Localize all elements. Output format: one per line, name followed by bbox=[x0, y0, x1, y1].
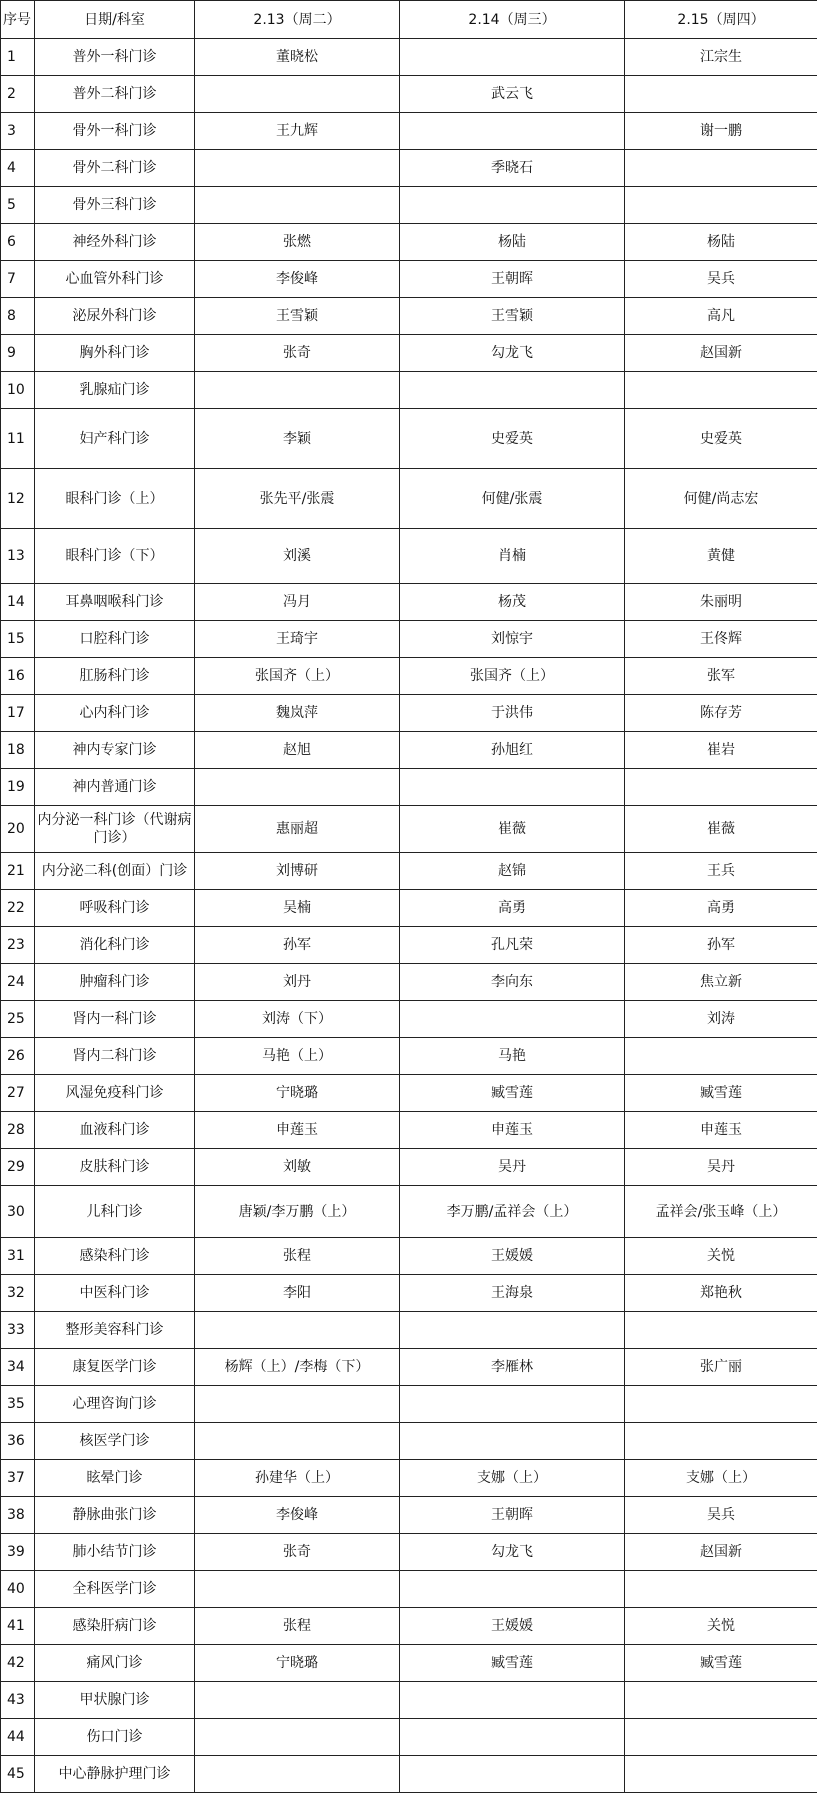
cell-day-3: 申莲玉 bbox=[625, 1112, 817, 1149]
cell-day-2: 吴丹 bbox=[400, 1149, 625, 1186]
table-row bbox=[1, 261, 817, 298]
cell-dept: 心血管外科门诊 bbox=[35, 261, 195, 298]
cell-day-2 bbox=[400, 1386, 625, 1423]
cell-day-2: 勾龙飞 bbox=[400, 335, 625, 372]
cell-seq: 27 bbox=[1, 1075, 35, 1112]
cell-day-1: 刘敏 bbox=[195, 1149, 400, 1186]
cell-seq: 10 bbox=[1, 372, 35, 409]
table-row bbox=[1, 1075, 817, 1112]
cell-day-2 bbox=[400, 113, 625, 150]
cell-dept: 甲状腺门诊 bbox=[35, 1682, 195, 1719]
cell-day-2: 李雁林 bbox=[400, 1349, 625, 1386]
cell-seq: 43 bbox=[1, 1682, 35, 1719]
cell-day-3: 张军 bbox=[625, 658, 817, 695]
cell-day-2 bbox=[400, 39, 625, 76]
table-row bbox=[1, 1186, 817, 1238]
cell-seq: 25 bbox=[1, 1001, 35, 1038]
cell-day-3 bbox=[625, 769, 817, 806]
table-row bbox=[1, 1608, 817, 1645]
cell-day-2: 王朝晖 bbox=[400, 261, 625, 298]
cell-day-1: 刘涛（下） bbox=[195, 1001, 400, 1038]
cell-day-2 bbox=[400, 187, 625, 224]
table-row bbox=[1, 806, 817, 853]
cell-day-3 bbox=[625, 1682, 817, 1719]
cell-dept: 神内专家门诊 bbox=[35, 732, 195, 769]
cell-seq: 6 bbox=[1, 224, 35, 261]
cell-day-3: 吴兵 bbox=[625, 261, 817, 298]
cell-dept: 康复医学门诊 bbox=[35, 1349, 195, 1386]
cell-day-1: 唐颖/李万鹏（上） bbox=[195, 1186, 400, 1238]
cell-day-1 bbox=[195, 150, 400, 187]
cell-day-3: 崔岩 bbox=[625, 732, 817, 769]
cell-day-2: 支娜（上） bbox=[400, 1460, 625, 1497]
cell-day-3 bbox=[625, 76, 817, 113]
table-row bbox=[1, 658, 817, 695]
cell-dept: 呼吸科门诊 bbox=[35, 890, 195, 927]
cell-seq: 17 bbox=[1, 695, 35, 732]
cell-day-2: 王朝晖 bbox=[400, 1497, 625, 1534]
cell-day-1: 赵旭 bbox=[195, 732, 400, 769]
cell-day-1: 王琦宇 bbox=[195, 621, 400, 658]
cell-dept: 血液科门诊 bbox=[35, 1112, 195, 1149]
cell-day-3: 杨陆 bbox=[625, 224, 817, 261]
cell-day-2: 杨茂 bbox=[400, 584, 625, 621]
cell-seq: 34 bbox=[1, 1349, 35, 1386]
cell-day-3: 臧雪莲 bbox=[625, 1645, 817, 1682]
cell-seq: 28 bbox=[1, 1112, 35, 1149]
cell-dept: 口腔科门诊 bbox=[35, 621, 195, 658]
table-row bbox=[1, 1497, 817, 1534]
cell-day-3: 崔薇 bbox=[625, 806, 817, 853]
table-row bbox=[1, 1645, 817, 1682]
table-row bbox=[1, 927, 817, 964]
table-row bbox=[1, 964, 817, 1001]
cell-day-3: 赵国新 bbox=[625, 335, 817, 372]
cell-day-1: 申莲玉 bbox=[195, 1112, 400, 1149]
table-row bbox=[1, 1038, 817, 1075]
cell-day-1 bbox=[195, 1682, 400, 1719]
cell-day-3 bbox=[625, 1756, 817, 1793]
cell-day-1: 惠丽超 bbox=[195, 806, 400, 853]
cell-day-1 bbox=[195, 372, 400, 409]
table-row bbox=[1, 1386, 817, 1423]
cell-day-2: 王媛媛 bbox=[400, 1608, 625, 1645]
cell-day-2: 肖楠 bbox=[400, 529, 625, 584]
cell-day-2: 臧雪莲 bbox=[400, 1075, 625, 1112]
cell-day-2 bbox=[400, 1719, 625, 1756]
table-row bbox=[1, 1423, 817, 1460]
cell-day-1: 王九辉 bbox=[195, 113, 400, 150]
table-row bbox=[1, 1682, 817, 1719]
cell-dept: 泌尿外科门诊 bbox=[35, 298, 195, 335]
table-row bbox=[1, 890, 817, 927]
cell-seq: 22 bbox=[1, 890, 35, 927]
table-row bbox=[1, 1571, 817, 1608]
table-row bbox=[1, 732, 817, 769]
cell-day-2: 臧雪莲 bbox=[400, 1645, 625, 1682]
cell-day-1: 李俊峰 bbox=[195, 261, 400, 298]
cell-day-3: 吴兵 bbox=[625, 1497, 817, 1534]
cell-seq: 13 bbox=[1, 529, 35, 584]
cell-day-2: 张国齐（上） bbox=[400, 658, 625, 695]
table-row bbox=[1, 695, 817, 732]
cell-dept: 中心静脉护理门诊 bbox=[35, 1756, 195, 1793]
cell-day-1: 马艳（上） bbox=[195, 1038, 400, 1075]
cell-seq: 18 bbox=[1, 732, 35, 769]
cell-day-2: 武云飞 bbox=[400, 76, 625, 113]
table-row bbox=[1, 529, 817, 584]
cell-day-2: 赵锦 bbox=[400, 853, 625, 890]
cell-seq: 40 bbox=[1, 1571, 35, 1608]
cell-seq: 42 bbox=[1, 1645, 35, 1682]
cell-day-1 bbox=[195, 1312, 400, 1349]
cell-dept: 痛风门诊 bbox=[35, 1645, 195, 1682]
header-day-1: 2.13（周二） bbox=[195, 1, 400, 39]
table-row bbox=[1, 621, 817, 658]
cell-dept: 内分泌一科门诊（代谢病门诊） bbox=[35, 806, 195, 853]
cell-day-1: 刘博研 bbox=[195, 853, 400, 890]
cell-seq: 41 bbox=[1, 1608, 35, 1645]
cell-seq: 4 bbox=[1, 150, 35, 187]
table-row bbox=[1, 1460, 817, 1497]
cell-seq: 30 bbox=[1, 1186, 35, 1238]
table-row bbox=[1, 1275, 817, 1312]
cell-dept: 风湿免疫科门诊 bbox=[35, 1075, 195, 1112]
cell-day-3 bbox=[625, 1312, 817, 1349]
cell-day-2 bbox=[400, 1571, 625, 1608]
cell-day-3: 何健/尚志宏 bbox=[625, 469, 817, 529]
cell-day-1 bbox=[195, 769, 400, 806]
cell-day-2 bbox=[400, 1423, 625, 1460]
cell-seq: 29 bbox=[1, 1149, 35, 1186]
cell-day-2: 勾龙飞 bbox=[400, 1534, 625, 1571]
cell-dept: 儿科门诊 bbox=[35, 1186, 195, 1238]
cell-dept: 骨外三科门诊 bbox=[35, 187, 195, 224]
cell-dept: 肾内二科门诊 bbox=[35, 1038, 195, 1075]
table-row bbox=[1, 1719, 817, 1756]
cell-dept: 全科医学门诊 bbox=[35, 1571, 195, 1608]
cell-seq: 37 bbox=[1, 1460, 35, 1497]
cell-dept: 妇产科门诊 bbox=[35, 409, 195, 469]
cell-day-3: 臧雪莲 bbox=[625, 1075, 817, 1112]
cell-day-1: 张奇 bbox=[195, 1534, 400, 1571]
header-seq: 序号 bbox=[1, 1, 35, 39]
cell-seq: 36 bbox=[1, 1423, 35, 1460]
cell-day-1 bbox=[195, 1719, 400, 1756]
cell-dept: 肿瘤科门诊 bbox=[35, 964, 195, 1001]
cell-day-2: 李向东 bbox=[400, 964, 625, 1001]
cell-dept: 耳鼻咽喉科门诊 bbox=[35, 584, 195, 621]
cell-day-1: 冯月 bbox=[195, 584, 400, 621]
cell-day-1: 李阳 bbox=[195, 1275, 400, 1312]
cell-dept: 普外一科门诊 bbox=[35, 39, 195, 76]
cell-day-1: 李颖 bbox=[195, 409, 400, 469]
cell-day-2: 李万鹏/孟祥会（上） bbox=[400, 1186, 625, 1238]
cell-day-1: 张程 bbox=[195, 1238, 400, 1275]
cell-day-2: 王雪颖 bbox=[400, 298, 625, 335]
cell-day-2: 高勇 bbox=[400, 890, 625, 927]
cell-seq: 7 bbox=[1, 261, 35, 298]
cell-day-3: 王佟辉 bbox=[625, 621, 817, 658]
cell-day-1 bbox=[195, 1423, 400, 1460]
cell-seq: 31 bbox=[1, 1238, 35, 1275]
cell-seq: 3 bbox=[1, 113, 35, 150]
cell-day-3 bbox=[625, 1719, 817, 1756]
cell-day-3: 谢一鹏 bbox=[625, 113, 817, 150]
table-row bbox=[1, 224, 817, 261]
cell-day-3: 黄健 bbox=[625, 529, 817, 584]
cell-seq: 12 bbox=[1, 469, 35, 529]
cell-seq: 45 bbox=[1, 1756, 35, 1793]
cell-dept: 核医学门诊 bbox=[35, 1423, 195, 1460]
cell-day-3: 高勇 bbox=[625, 890, 817, 927]
cell-day-3: 赵国新 bbox=[625, 1534, 817, 1571]
cell-day-2 bbox=[400, 1001, 625, 1038]
cell-day-1: 张先平/张震 bbox=[195, 469, 400, 529]
cell-seq: 16 bbox=[1, 658, 35, 695]
cell-dept: 肺小结节门诊 bbox=[35, 1534, 195, 1571]
cell-dept: 神内普通门诊 bbox=[35, 769, 195, 806]
cell-dept: 感染科门诊 bbox=[35, 1238, 195, 1275]
cell-dept: 普外二科门诊 bbox=[35, 76, 195, 113]
cell-day-3: 关悦 bbox=[625, 1238, 817, 1275]
cell-dept: 静脉曲张门诊 bbox=[35, 1497, 195, 1534]
cell-dept: 肛肠科门诊 bbox=[35, 658, 195, 695]
cell-dept: 肾内一科门诊 bbox=[35, 1001, 195, 1038]
cell-seq: 9 bbox=[1, 335, 35, 372]
cell-day-3: 吴丹 bbox=[625, 1149, 817, 1186]
cell-day-3: 孟祥会/张玉峰（上） bbox=[625, 1186, 817, 1238]
cell-dept: 皮肤科门诊 bbox=[35, 1149, 195, 1186]
cell-day-2 bbox=[400, 1756, 625, 1793]
cell-day-3: 朱丽明 bbox=[625, 584, 817, 621]
header-day-2: 2.14（周三） bbox=[400, 1, 625, 39]
cell-day-1: 张奇 bbox=[195, 335, 400, 372]
header-row bbox=[1, 1, 817, 39]
table-row bbox=[1, 1238, 817, 1275]
cell-day-1: 孙建华（上） bbox=[195, 1460, 400, 1497]
cell-day-1: 李俊峰 bbox=[195, 1497, 400, 1534]
cell-day-1: 刘溪 bbox=[195, 529, 400, 584]
cell-day-3: 焦立新 bbox=[625, 964, 817, 1001]
cell-day-1: 王雪颖 bbox=[195, 298, 400, 335]
table-row bbox=[1, 1001, 817, 1038]
cell-dept: 感染肝病门诊 bbox=[35, 1608, 195, 1645]
cell-day-2 bbox=[400, 1682, 625, 1719]
cell-day-3 bbox=[625, 187, 817, 224]
cell-dept: 胸外科门诊 bbox=[35, 335, 195, 372]
cell-day-2: 孙旭红 bbox=[400, 732, 625, 769]
cell-day-2: 王媛媛 bbox=[400, 1238, 625, 1275]
cell-day-1 bbox=[195, 187, 400, 224]
cell-day-3 bbox=[625, 1423, 817, 1460]
cell-day-1: 刘丹 bbox=[195, 964, 400, 1001]
cell-dept: 心理咨询门诊 bbox=[35, 1386, 195, 1423]
cell-day-3 bbox=[625, 150, 817, 187]
cell-day-2: 史爱英 bbox=[400, 409, 625, 469]
cell-seq: 38 bbox=[1, 1497, 35, 1534]
cell-seq: 44 bbox=[1, 1719, 35, 1756]
cell-dept: 眩晕门诊 bbox=[35, 1460, 195, 1497]
table-row bbox=[1, 1349, 817, 1386]
cell-day-2: 申莲玉 bbox=[400, 1112, 625, 1149]
table-row bbox=[1, 584, 817, 621]
cell-dept: 内分泌二科(创面）门诊 bbox=[35, 853, 195, 890]
cell-day-2: 于洪伟 bbox=[400, 695, 625, 732]
cell-day-1: 张燃 bbox=[195, 224, 400, 261]
cell-dept: 心内科门诊 bbox=[35, 695, 195, 732]
table-row bbox=[1, 853, 817, 890]
cell-day-2: 杨陆 bbox=[400, 224, 625, 261]
table-row bbox=[1, 39, 817, 76]
cell-day-2: 王海泉 bbox=[400, 1275, 625, 1312]
cell-day-3: 史爱英 bbox=[625, 409, 817, 469]
cell-day-3 bbox=[625, 372, 817, 409]
cell-day-1: 张国齐（上） bbox=[195, 658, 400, 695]
cell-day-2 bbox=[400, 1312, 625, 1349]
cell-dept: 眼科门诊（上） bbox=[35, 469, 195, 529]
cell-day-3 bbox=[625, 1571, 817, 1608]
cell-day-2: 刘惊宇 bbox=[400, 621, 625, 658]
cell-day-2: 何健/张震 bbox=[400, 469, 625, 529]
cell-day-3: 王兵 bbox=[625, 853, 817, 890]
cell-seq: 11 bbox=[1, 409, 35, 469]
cell-seq: 8 bbox=[1, 298, 35, 335]
cell-dept: 伤口门诊 bbox=[35, 1719, 195, 1756]
cell-day-1: 吴楠 bbox=[195, 890, 400, 927]
cell-day-2: 崔薇 bbox=[400, 806, 625, 853]
cell-day-2: 马艳 bbox=[400, 1038, 625, 1075]
table-row bbox=[1, 1312, 817, 1349]
cell-day-2 bbox=[400, 769, 625, 806]
table-row bbox=[1, 298, 817, 335]
cell-dept: 骨外二科门诊 bbox=[35, 150, 195, 187]
cell-day-3: 刘涛 bbox=[625, 1001, 817, 1038]
cell-seq: 20 bbox=[1, 806, 35, 853]
table-row bbox=[1, 335, 817, 372]
table-row bbox=[1, 1112, 817, 1149]
cell-seq: 39 bbox=[1, 1534, 35, 1571]
cell-day-3 bbox=[625, 1038, 817, 1075]
cell-seq: 19 bbox=[1, 769, 35, 806]
table-row bbox=[1, 187, 817, 224]
cell-day-1 bbox=[195, 1386, 400, 1423]
cell-day-3: 张广丽 bbox=[625, 1349, 817, 1386]
cell-day-3: 孙军 bbox=[625, 927, 817, 964]
cell-seq: 21 bbox=[1, 853, 35, 890]
cell-dept: 骨外一科门诊 bbox=[35, 113, 195, 150]
cell-dept: 眼科门诊（下） bbox=[35, 529, 195, 584]
cell-dept: 乳腺疝门诊 bbox=[35, 372, 195, 409]
table-row bbox=[1, 113, 817, 150]
table-row bbox=[1, 1534, 817, 1571]
cell-day-3: 陈存芳 bbox=[625, 695, 817, 732]
cell-day-3: 郑艳秋 bbox=[625, 1275, 817, 1312]
table-row bbox=[1, 150, 817, 187]
cell-seq: 15 bbox=[1, 621, 35, 658]
cell-seq: 1 bbox=[1, 39, 35, 76]
table-row bbox=[1, 769, 817, 806]
table-row bbox=[1, 372, 817, 409]
cell-day-1 bbox=[195, 76, 400, 113]
cell-day-1: 宁晓璐 bbox=[195, 1075, 400, 1112]
cell-seq: 32 bbox=[1, 1275, 35, 1312]
cell-seq: 5 bbox=[1, 187, 35, 224]
cell-day-3: 高凡 bbox=[625, 298, 817, 335]
cell-seq: 23 bbox=[1, 927, 35, 964]
cell-dept: 神经外科门诊 bbox=[35, 224, 195, 261]
cell-seq: 2 bbox=[1, 76, 35, 113]
table-row bbox=[1, 469, 817, 529]
cell-day-2: 季晓石 bbox=[400, 150, 625, 187]
cell-day-3: 支娜（上） bbox=[625, 1460, 817, 1497]
cell-day-1: 董晓松 bbox=[195, 39, 400, 76]
cell-day-3: 关悦 bbox=[625, 1608, 817, 1645]
cell-seq: 35 bbox=[1, 1386, 35, 1423]
cell-day-1: 魏岚萍 bbox=[195, 695, 400, 732]
header-dept: 日期/科室 bbox=[35, 1, 195, 39]
cell-dept: 消化科门诊 bbox=[35, 927, 195, 964]
table-row bbox=[1, 76, 817, 113]
cell-day-3: 江宗生 bbox=[625, 39, 817, 76]
table-row bbox=[1, 1756, 817, 1793]
cell-day-2 bbox=[400, 372, 625, 409]
cell-day-1 bbox=[195, 1756, 400, 1793]
cell-day-1: 宁晓璐 bbox=[195, 1645, 400, 1682]
table-row bbox=[1, 1149, 817, 1186]
cell-day-1: 孙军 bbox=[195, 927, 400, 964]
cell-day-3 bbox=[625, 1386, 817, 1423]
cell-seq: 14 bbox=[1, 584, 35, 621]
cell-day-1: 张程 bbox=[195, 1608, 400, 1645]
cell-seq: 24 bbox=[1, 964, 35, 1001]
header-day-3: 2.15（周四） bbox=[625, 1, 817, 39]
cell-seq: 33 bbox=[1, 1312, 35, 1349]
cell-dept: 整形美容科门诊 bbox=[35, 1312, 195, 1349]
cell-day-1: 杨辉（上）/李梅（下） bbox=[195, 1349, 400, 1386]
cell-day-2: 孔凡荣 bbox=[400, 927, 625, 964]
cell-dept: 中医科门诊 bbox=[35, 1275, 195, 1312]
cell-seq: 26 bbox=[1, 1038, 35, 1075]
table-row bbox=[1, 409, 817, 469]
cell-day-1 bbox=[195, 1571, 400, 1608]
